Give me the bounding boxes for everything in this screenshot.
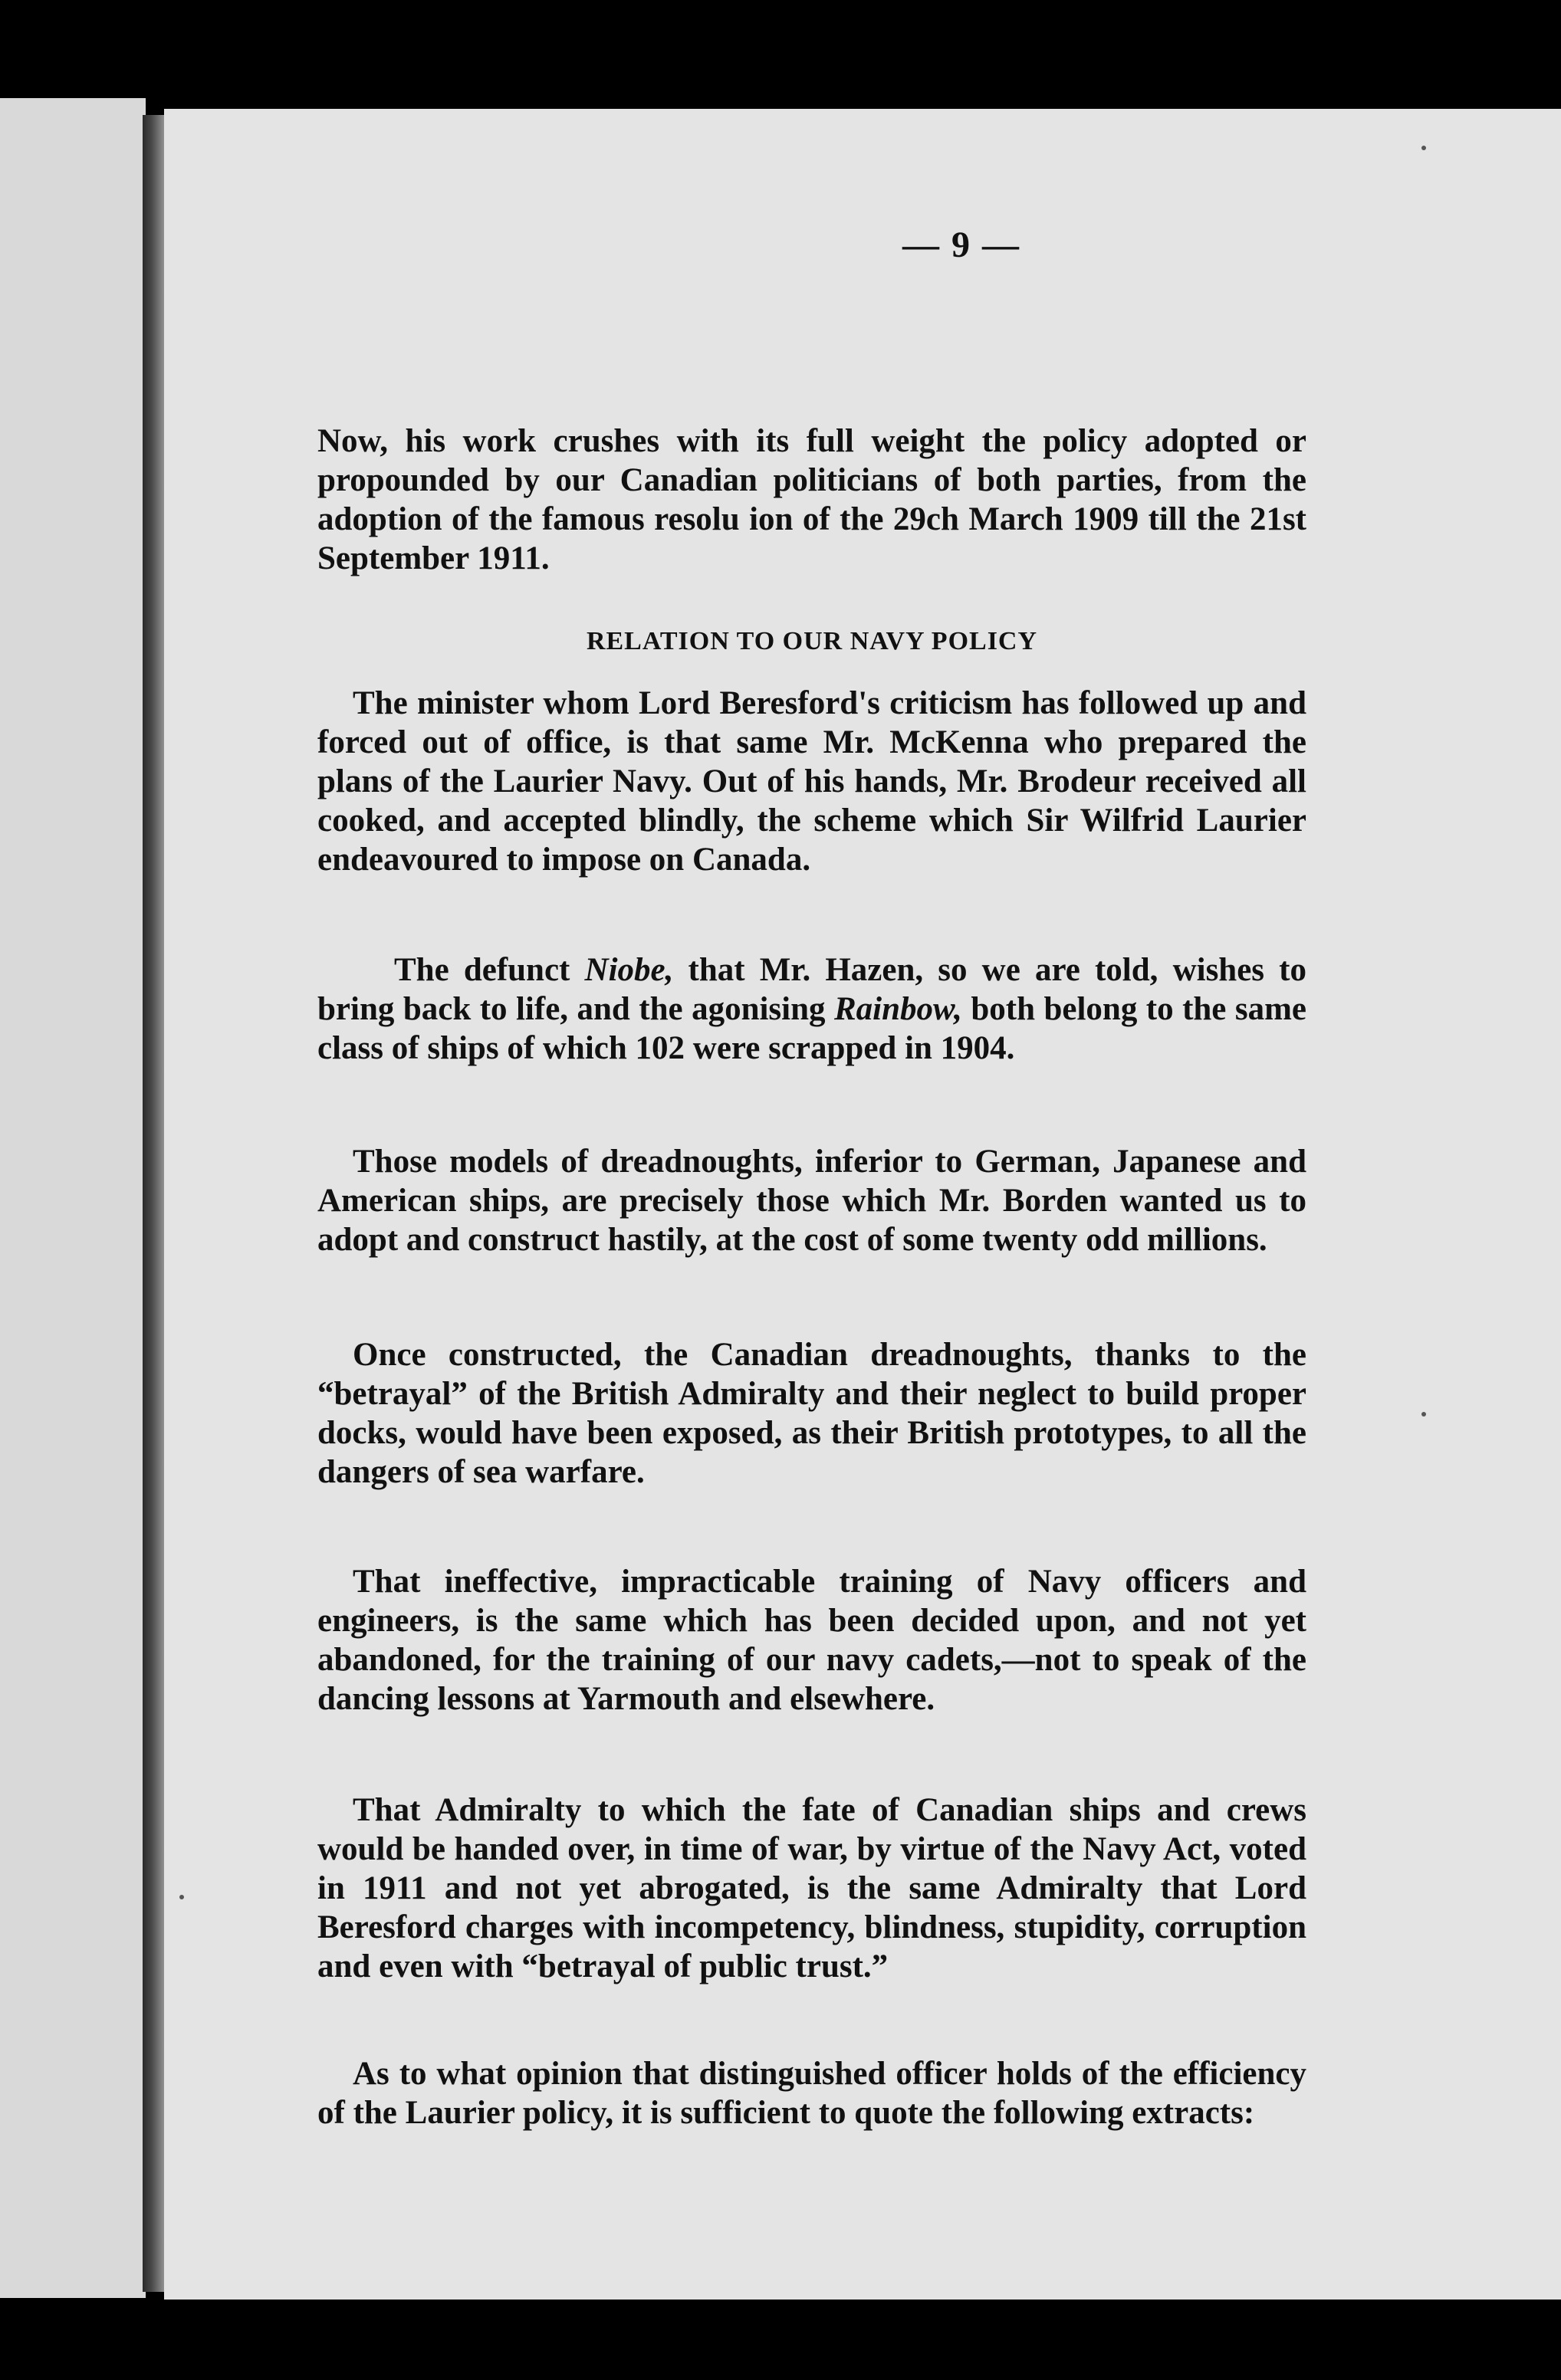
paragraph-training: That ineffective, impracticable training of Navy officers and engineers, is the same which has been decided upon, and not yet abandoned, for the training of our navy cadets,—not to speak of the dancing lessons at Yarmouth and elsewhere.: [317, 1564, 1306, 1717]
scan-speck: [1421, 1412, 1426, 1417]
paragraph-intro: Now, his work crushes with its full weight the policy adopted or propounded by our Canadian politicians of both parties, from the adoption of the famous resolu ion of the 29ch March 1909 till the 21st September 1911.: [317, 423, 1306, 576]
document-page: [164, 109, 1561, 2300]
page-number: — 9 —: [902, 225, 1020, 265]
paragraph-extracts: As to what opinion that distinguished officer holds of the efficiency of the Laurier policy, it is sufficient to quote the following extracts:: [317, 2056, 1306, 2131]
paragraph-minister: The minister whom Lord Beresford's criticism has followed up and forced out of office, is that same Mr. McKenna who prepared the plans of the Laurier Navy. Out of his hands, Mr. Brodeur received all cooked, and accepted blindly, the scheme which Sir Wilfrid Laurier endeavoured to impose on Canada.: [317, 685, 1306, 878]
paragraph-dreadnoughts: Those models of dreadnoughts, inferior to German, Japanese and American ships, are precisely those which Mr. Borden wanted us to adopt and construct hastily, at the cost of some twenty odd millions.: [317, 1144, 1306, 1258]
left-page-edge: [0, 98, 146, 2298]
ship-name-rainbow: Rainbow,: [834, 991, 962, 1027]
paragraph-niobe-part-3: both belong to the same class of ships of which 102 were scrapped in 1904.: [317, 991, 1306, 1066]
ship-name-niobe: Niobe,: [584, 952, 674, 988]
scan-speck: [1421, 146, 1426, 150]
scan-speck: [179, 1895, 184, 1899]
paragraph-admiralty: That Admiralty to which the fate of Canadian ships and crews would be handed over, in time of war, by virtue of the Navy Act, voted in 1911 and not yet abrogated, is the same Admiralty that Lord Beresford charges with incompetency, blindness, stupidity, corruption and even with “betrayal of public trust.”: [317, 1792, 1306, 1984]
page-gutter-shadow: [143, 115, 166, 2292]
paragraph-niobe-part-2: that Mr. Hazen, so we are told, wishes to bring back to life, and the agonising: [317, 952, 1306, 1027]
paragraph-niobe-part-1: The defunct: [394, 952, 585, 988]
paragraph-betrayal: Once constructed, the Canadian dreadnoughts, thanks to the “betrayal” of the British Admiralty and their neglect to build proper docks, would have been exposed, as their British prototypes, to all the dangers of sea warfare.: [317, 1337, 1306, 1490]
section-heading: RELATION TO OUR NAVY POLICY: [586, 627, 1038, 655]
paragraph-niobe: [317, 950, 1306, 1068]
